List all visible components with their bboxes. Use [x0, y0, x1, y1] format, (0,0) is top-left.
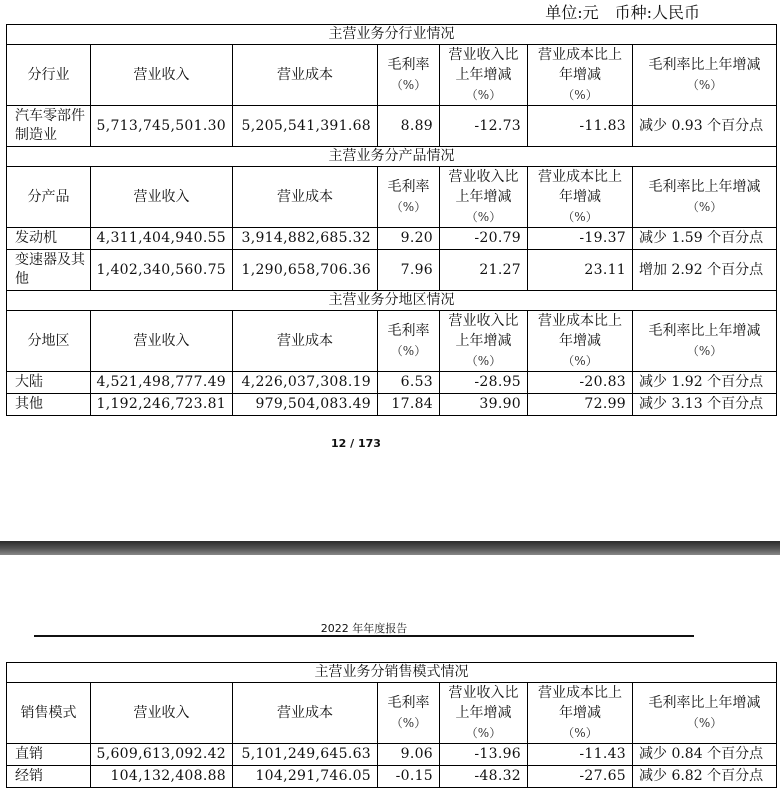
section-title-region: 主营业务分地区情况	[7, 291, 777, 311]
header-gross-margin: 毛利率 （%）	[378, 45, 440, 106]
header-cost: 营业成本	[233, 683, 378, 744]
header-margin-change: 毛利率比上年增减 （%）	[633, 167, 777, 228]
header-revenue: 营业收入	[91, 683, 233, 744]
header-margin-change: 毛利率比上年增减 （%）	[633, 683, 777, 744]
report-header-title: 2022 年年度报告	[320, 622, 408, 635]
header-first-col: 分地区	[7, 311, 91, 372]
header-cost-change: 营业成本比上年增减 （%）	[528, 167, 633, 228]
header-cost: 营业成本	[233, 311, 378, 372]
sales-mode-table	[6, 662, 777, 788]
header-revenue: 营业收入	[91, 311, 233, 372]
table-row: 直销 5,609,613,092.42 5,101,249,645.63 9.06 -13.96 -11.43 减少 0.84 个百分点	[7, 744, 777, 766]
header-cost-change: 营业成本比上年增减 （%）	[528, 683, 633, 744]
section-title-industry: 主营业务分行业情况	[7, 25, 777, 45]
header-cost-change: 营业成本比上年增减 （%）	[528, 45, 633, 106]
main-business-table-top	[6, 24, 777, 416]
header-revenue-change: 营业收入比上年增减 （%）	[440, 167, 528, 228]
header-gross-margin: 毛利率 （%）	[378, 683, 440, 744]
header-first-col: 销售模式	[7, 683, 91, 744]
header-gross-margin: 毛利率 （%）	[378, 311, 440, 372]
table-row: 发动机 4,311,404,940.55 3,914,882,685.32 9.20 -20.79 -19.37 减少 1.59 个百分点	[7, 228, 777, 250]
table-row: 变速器及其他 1,402,340,560.75 1,290,658,706.36 7.96 21.27 23.11 增加 2.92 个百分点	[7, 250, 777, 291]
header-revenue-change: 营业收入比上年增减 （%）	[440, 311, 528, 372]
header-cost: 营业成本	[233, 167, 378, 228]
table-row: 大陆 4,521,498,777.49 4,226,037,308.19 6.53 -28.95 -20.83 减少 1.92 个百分点	[7, 372, 777, 394]
header-gross-margin: 毛利率 （%）	[378, 167, 440, 228]
table-row: 汽车零部件制造业 5,713,745,501.30 5,205,541,391.68 8.89 -12.73 -11.83 减少 0.93 个百分点	[7, 106, 777, 147]
page-number: 12 / 173	[331, 437, 381, 450]
header-cost-change: 营业成本比上年增减 （%）	[528, 311, 633, 372]
header-margin-change: 毛利率比上年增减 （%）	[633, 311, 777, 372]
section-title-product: 主营业务分产品情况	[7, 147, 777, 167]
header-first-col: 分产品	[7, 167, 91, 228]
header-revenue: 营业收入	[91, 45, 233, 106]
header-cost: 营业成本	[233, 45, 378, 106]
table-row: 经销 104,132,408.88 104,291,746.05 -0.15 -48.32 -27.65 减少 6.82 个百分点	[7, 766, 777, 788]
page-separator	[0, 541, 780, 555]
header-revenue: 营业收入	[91, 167, 233, 228]
header-first-col: 分行业	[7, 45, 91, 106]
header-margin-change: 毛利率比上年增减 （%）	[633, 45, 777, 106]
header-revenue-change: 营业收入比上年增减 （%）	[440, 45, 528, 106]
table-row: 其他 1,192,246,723.81 979,504,083.49 17.84 39.90 72.99 减少 3.13 个百分点	[7, 394, 777, 416]
header-rule	[34, 635, 694, 637]
header-revenue-change: 营业收入比上年增减 （%）	[440, 683, 528, 744]
section-title-sales-mode: 主营业务分销售模式情况	[7, 663, 777, 683]
unit-currency-line: 单位:元 币种:人民币	[545, 3, 700, 22]
